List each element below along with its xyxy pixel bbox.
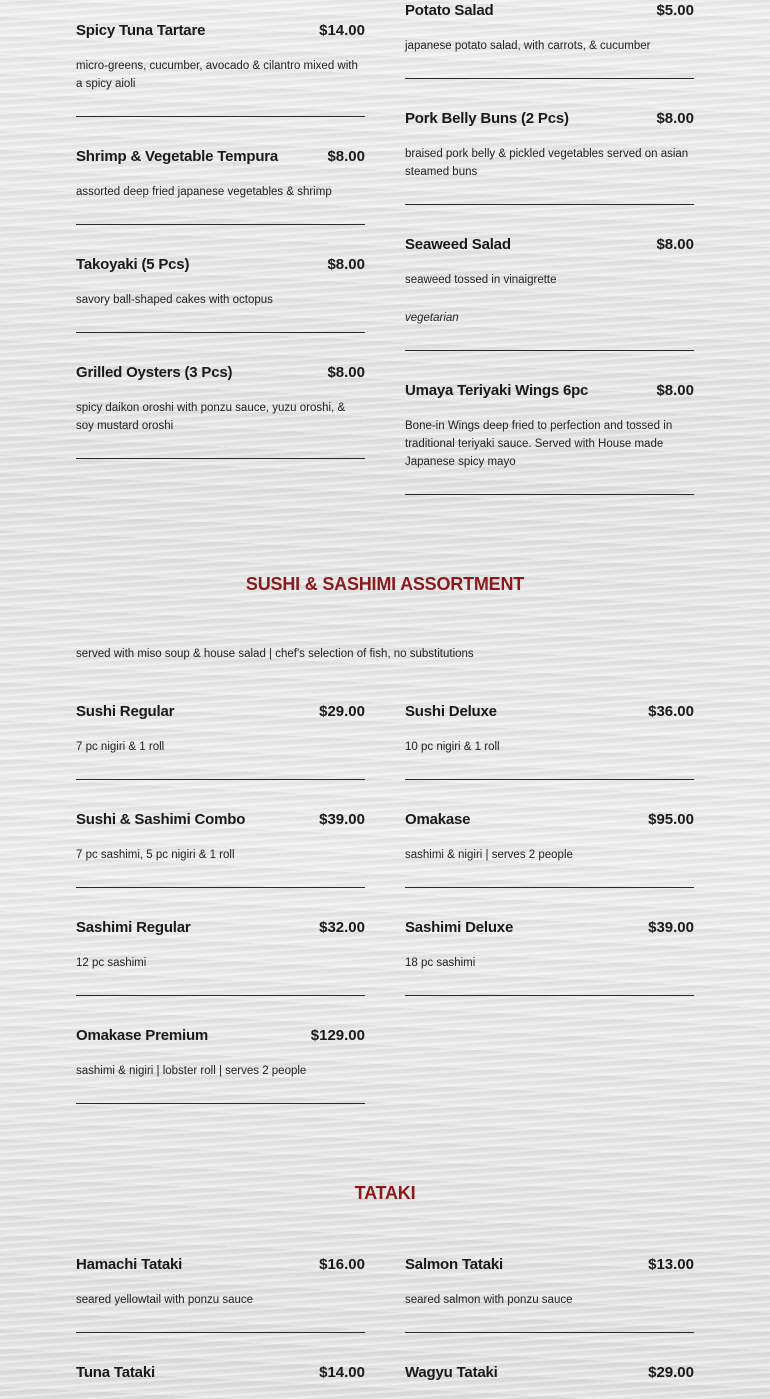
item-name: Sushi Deluxe — [405, 703, 497, 720]
item-name: Wagyu Tataki — [405, 1364, 498, 1381]
menu-item-sashimi-regular — [76, 917, 365, 972]
item-description: 7 pc nigiri & 1 roll — [76, 741, 165, 753]
item-divider — [405, 995, 694, 996]
item-description: braised pork belly & pickled vegetables served on asian steamed buns — [405, 148, 689, 178]
section-title-sushi-sashimi: SUSHI & SASHIMI ASSORTMENT — [245, 574, 525, 594]
item-divider — [405, 1332, 694, 1333]
item-name: Hamachi Tataki — [76, 1256, 183, 1273]
item-price: $14.00 — [319, 22, 365, 39]
item-name: Sushi Regular — [76, 703, 175, 720]
item-description: savory ball-shaped cakes with octopus — [76, 294, 273, 306]
item-divider — [405, 887, 694, 888]
item-description: 7 pc sashimi, 5 pc nigiri & 1 roll — [76, 849, 235, 861]
menu-item-seaweed-salad — [405, 234, 694, 327]
item-price: $29.00 — [319, 703, 365, 720]
item-divider — [405, 78, 694, 79]
item-price: $39.00 — [319, 811, 365, 828]
item-price: $8.00 — [327, 148, 365, 165]
item-name: Tuna Tataki — [76, 1364, 155, 1381]
menu-item-potato-salad — [405, 0, 694, 55]
item-description: Bone-in Wings deep fried to perfection and tossed in traditional teriyaki sauce. Served with House made Japanese spicy mayo — [405, 420, 673, 468]
item-divider — [76, 116, 365, 117]
item-price: $95.00 — [648, 811, 694, 828]
item-divider — [405, 779, 694, 780]
item-description: 10 pc nigiri & 1 roll — [405, 741, 500, 753]
item-description: seared yellowtail with ponzu sauce — [76, 1294, 254, 1306]
item-divider — [76, 332, 365, 333]
item-price: $8.00 — [656, 110, 694, 127]
item-price: $5.00 — [656, 2, 694, 19]
menu-item-hamachi-tataki — [76, 1254, 365, 1309]
item-description: japanese potato salad, with carrots, & cucumber — [405, 40, 651, 52]
dietary-note: vegetarian — [405, 312, 459, 324]
item-name: Sashimi Deluxe — [405, 919, 514, 936]
item-price: $29.00 — [648, 1364, 694, 1381]
item-divider — [76, 1103, 365, 1104]
item-price: $8.00 — [656, 236, 694, 253]
item-name: Potato Salad — [405, 2, 494, 19]
item-name: Grilled Oysters (3 Pcs) — [76, 364, 233, 381]
item-divider — [405, 204, 694, 205]
item-name: Pork Belly Buns (2 Pcs) — [405, 110, 569, 127]
item-price: $8.00 — [656, 382, 694, 399]
item-price: $16.00 — [319, 1256, 365, 1273]
item-name: Omakase — [405, 811, 471, 828]
item-description: 12 pc sashimi — [76, 957, 147, 969]
item-divider — [405, 494, 694, 495]
menu-item-omakase — [405, 809, 694, 864]
menu-item-sushi-sashimi-combo — [76, 809, 365, 864]
item-price: $32.00 — [319, 919, 365, 936]
item-price: $8.00 — [327, 256, 365, 273]
item-description: seared salmon with ponzu sauce — [405, 1294, 573, 1306]
menu-item-spicy-tuna-tartare — [76, 20, 365, 93]
item-divider — [76, 887, 365, 888]
menu-item-salmon-tataki — [405, 1254, 694, 1309]
item-name: Shrimp & Vegetable Tempura — [76, 148, 279, 165]
item-name: Sushi & Sashimi Combo — [76, 811, 246, 828]
item-description: seaweed tossed in vinaigrette — [405, 274, 557, 286]
item-description: sashimi & nigiri | serves 2 people — [405, 849, 573, 861]
item-name: Takoyaki (5 Pcs) — [76, 256, 190, 273]
item-divider — [76, 995, 365, 996]
item-description: 18 pc sashimi — [405, 957, 476, 969]
item-price: $8.00 — [327, 364, 365, 381]
menu-item-tuna-tataki — [76, 1362, 365, 1384]
item-description: assorted deep fried japanese vegetables & shrimp — [76, 186, 332, 198]
item-name: Omakase Premium — [76, 1027, 209, 1044]
item-name: Umaya Teriyaki Wings 6pc — [405, 382, 589, 399]
item-name: Seaweed Salad — [405, 236, 511, 253]
item-divider — [405, 350, 694, 351]
item-name: Salmon Tataki — [405, 1256, 503, 1273]
item-price: $13.00 — [648, 1256, 694, 1273]
item-divider — [76, 1332, 365, 1333]
menu-item-sashimi-deluxe — [405, 917, 694, 972]
menu-item-wagyu-tataki — [405, 1362, 694, 1384]
item-divider — [76, 779, 365, 780]
item-price: $39.00 — [648, 919, 694, 936]
menu-item-grilled-oysters — [76, 362, 365, 435]
item-name: Sashimi Regular — [76, 919, 191, 936]
menu-item-shrimp-vegetable-tempura — [76, 146, 365, 201]
item-description: spicy daikon oroshi with ponzu sauce, yuzu oroshi, & soy mustard oroshi — [76, 402, 346, 432]
item-name: Spicy Tuna Tartare — [76, 22, 206, 39]
item-description: sashimi & nigiri | lobster roll | serves 2 people — [76, 1065, 307, 1077]
item-description: micro-greens, cucumber, avocado & cilantro mixed with a spicy aioli — [76, 60, 358, 90]
menu-item-omakase-premium — [76, 1025, 365, 1080]
item-price: $14.00 — [319, 1364, 365, 1381]
section-title-tataki: TATAKI — [354, 1183, 416, 1203]
item-price: $36.00 — [648, 703, 694, 720]
menu-item-sushi-deluxe — [405, 701, 694, 756]
menu-item-pork-belly-buns — [405, 108, 694, 181]
menu-item-teriyaki-wings — [405, 380, 694, 471]
item-price: $129.00 — [310, 1027, 365, 1044]
item-divider — [76, 224, 365, 225]
item-divider — [76, 458, 365, 459]
menu-item-takoyaki — [76, 254, 365, 309]
menu-item-sushi-regular — [76, 701, 365, 756]
section-note: served with miso soup & house salad | chef's selection of fish, no substitutions — [76, 648, 474, 660]
